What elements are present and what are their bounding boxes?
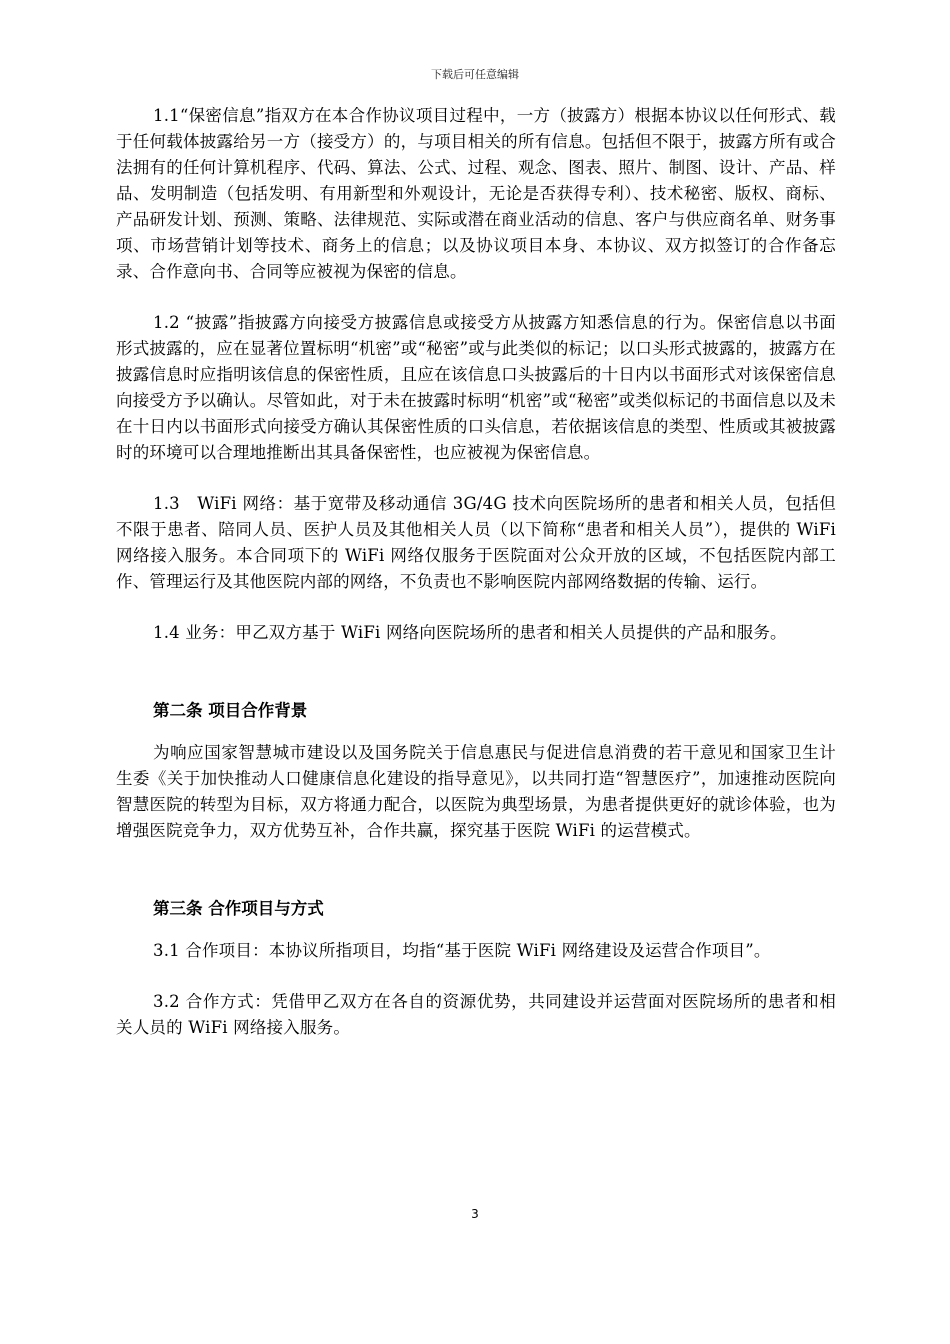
section-2-heading: 第二条 项目合作背景: [153, 701, 308, 720]
page-number: 3: [471, 1207, 479, 1221]
clause-3-2: 3.2 合作方式：凭借甲乙双方在各自的资源优势，共同建设并运营面对医院场所的患者和相关人员的 WiFi 网络接入服务。: [116, 992, 836, 1037]
section-3-heading: 第三条 合作项目与方式: [153, 899, 324, 918]
clause-1-1: 1.1“保密信息”指双方在本合作协议项目过程中，一方（披露方）根据本协议以任何形式、载于任何载体披露给另一方（接受方）的，与项目相关的所有信息。包括但不限于，披露方所有或合法拥有的任何计算机程序、代码、算法、公式、过程、观念、图表、照片、制图、设计、产品、样品、发明制造（包括发明、有用新型和外观设计，无论是否获得专利）、技术秘密、版权、商标、产品研发计划、预测、策略、法律规范、实际或潜在商业活动的信息、客户与供应商名单、财务事项、市场营销计划等技术、商务上的信息；以及协议项目本身、本协议、双方拟签订的合作备忘录、合作意向书、合同等应被视为保密的信息。: [116, 106, 836, 281]
clause-3-1: 3.1 合作项目：本协议所指项目，均指“基于医院 WiFi 网络建设及运营合作项目”。: [153, 941, 771, 960]
clause-1-4: 1.4 业务：甲乙双方基于 WiFi 网络向医院场所的患者和相关人员提供的产品和服务。: [153, 623, 787, 642]
section-2-body: 为响应国家智慧城市建设以及国务院关于信息惠民与促进信息消费的若干意见和国家卫生计生委《关于加快推动人口健康信息化建设的指导意见》，以共同打造“智慧医疗”，加速推动医院向智慧医院的转型为目标，双方将通力配合，以医院为典型场景，为患者提供更好的就诊体验，也为增强医院竞争力，双方优势互补，合作共赢，探究基于医院 WiFi 的运营模式。: [116, 743, 836, 840]
clause-1-2: 1.2 “披露”指披露方向接受方披露信息或接受方从披露方知悉信息的行为。保密信息以书面形式披露的，应在显著位置标明“机密”或“秘密”或与此类似的标记；以口头形式披露的，披露方在披露信息时应指明该信息的保密性质，且应在该信息口头披露后的十日内以书面形式对该保密信息向接受方予以确认。尽管如此，对于未在披露时标明“机密”或“秘密”或类似标记的书面信息以及未在十日内以书面形式向接受方确认其保密性质的口头信息，若依据该信息的类型、性质或其被披露时的环境可以合理地推断出其具备保密性，也应被视为保密信息。: [116, 313, 836, 462]
document-body: [116, 103, 836, 1041]
page-header: 下载后可任意编辑: [431, 68, 519, 81]
clause-1-3: 1.3 WiFi 网络：基于宽带及移动通信 3G/4G 技术向医院场所的患者和相关人员，包括但不限于患者、陪同人员、医护人员及其他相关人员（以下简称“患者和相关人员”），提供的 WiFi 网络接入服务。本合同项下的 WiFi 网络仅服务于医院面对公众开放的区域，不包括医院内部工作、管理运行及其他医院内部的网络，不负责也不影响医院内部网络数据的传输、运行。: [116, 494, 836, 591]
